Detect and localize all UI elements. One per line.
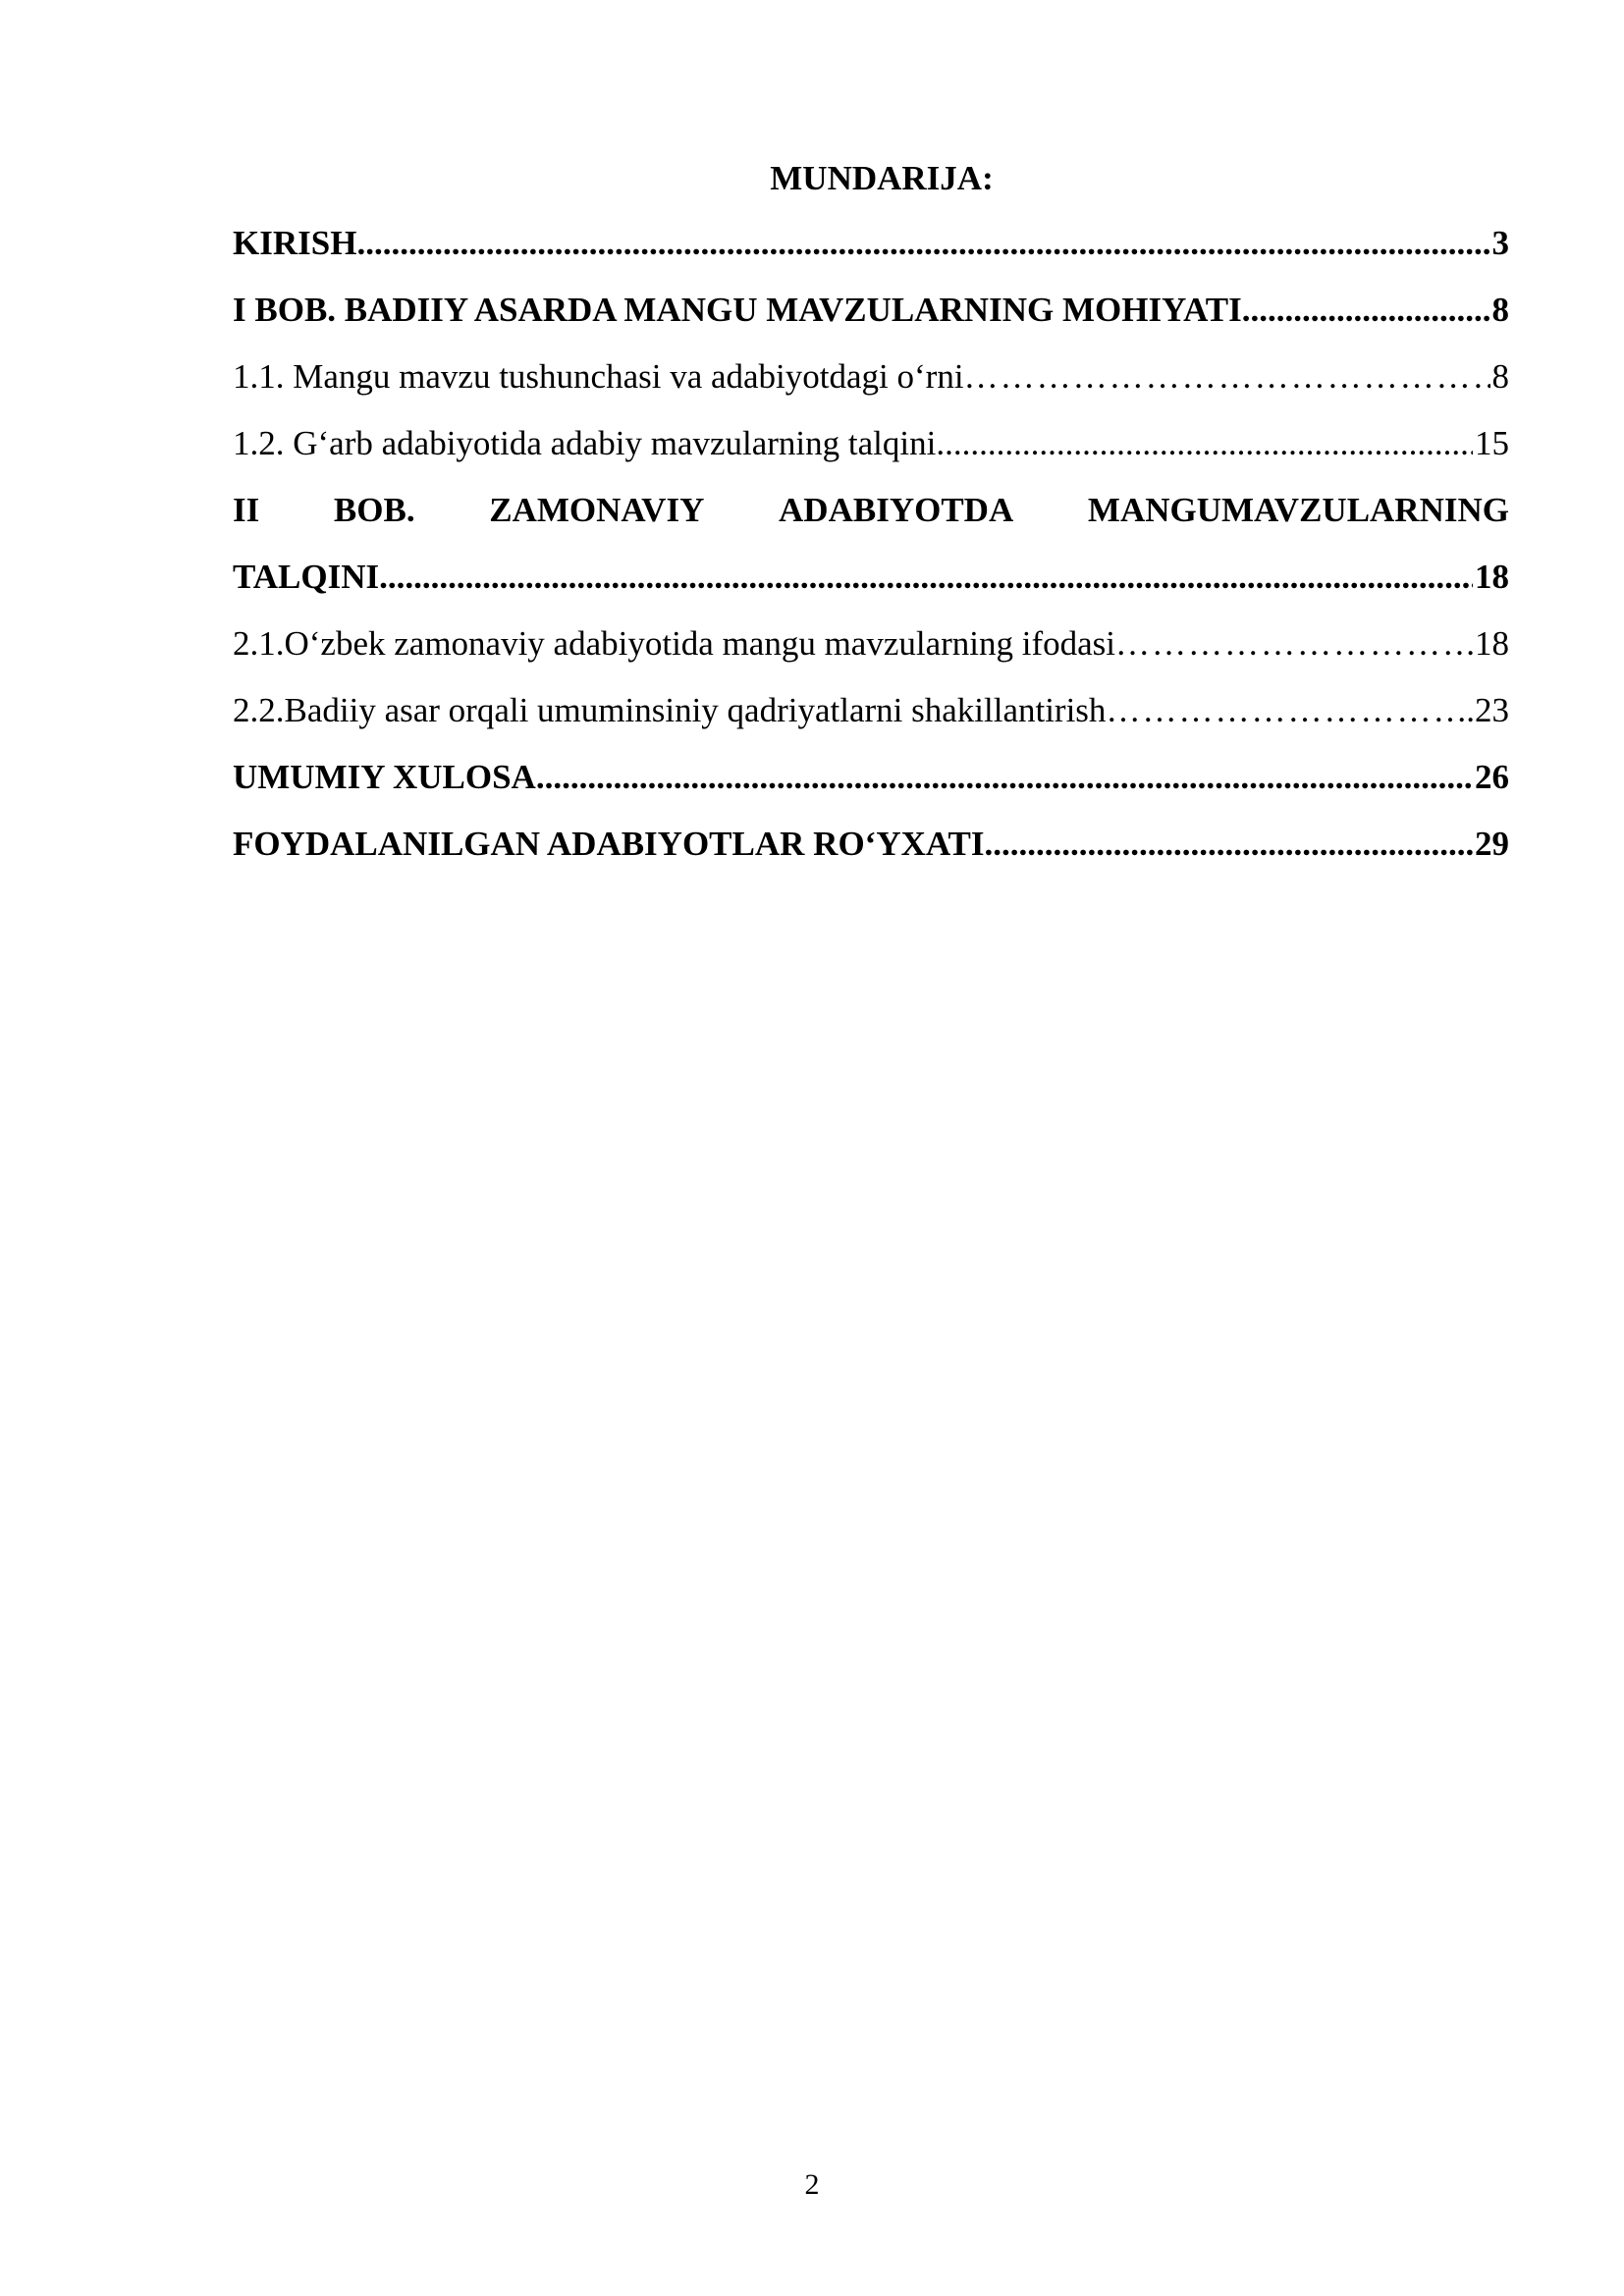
table-of-contents — [233, 147, 1509, 878]
toc-entry-label: I BOB. BADIIY ASARDA MANGU MAVZULARNING MOHIYATI — [233, 291, 1242, 329]
toc-entry-page: 8 — [1491, 357, 1509, 396]
toc-dot-leader — [536, 744, 1473, 811]
toc-dot-leader — [985, 811, 1473, 878]
toc-dot-leader — [356, 210, 1489, 277]
toc-entry-label: 1.1. Mangu mavzu tushunchasi va adabiyotdagi o‘rni — [233, 357, 964, 396]
toc-heading-word: II — [233, 491, 260, 529]
toc-dot-leader — [1106, 677, 1464, 744]
toc-dot-leader — [1242, 277, 1490, 344]
toc-entry-page: .23 — [1466, 691, 1509, 729]
toc-entry-page: 18 — [1475, 558, 1509, 596]
toc-entry-page: 29 — [1475, 825, 1509, 863]
toc-entry-label: KIRISH — [233, 224, 357, 262]
toc-entry-page: 3 — [1491, 224, 1509, 262]
toc-title: MUNDARIJA: — [770, 159, 994, 197]
toc-entry-section-1-2[interactable] — [233, 410, 1509, 477]
toc-heading-word: BOB. — [333, 491, 415, 529]
toc-entry-kirish[interactable] — [233, 210, 1509, 277]
toc-entry-chapter-2[interactable] — [233, 544, 1509, 611]
toc-entry-label: FOYDALANILGAN ADABIYOTLAR RO‘YXATI — [233, 825, 985, 863]
toc-dot-leader — [936, 410, 1473, 477]
toc-entry-page: 26 — [1475, 758, 1509, 796]
toc-entry-conclusion[interactable] — [233, 744, 1509, 811]
toc-entry-section-1-1[interactable] — [233, 344, 1509, 410]
toc-entry-page: 15 — [1475, 424, 1509, 462]
page-number: 2 — [804, 2168, 820, 2201]
toc-entry-section-2-2[interactable] — [233, 677, 1509, 744]
toc-entry-label: 2.2.Badiiy asar orqali umuminsiniy qadriyatlarni shakillantirish — [233, 691, 1107, 729]
toc-dot-leader — [1115, 611, 1464, 677]
toc-entry-label: 1.2. G‘arb adabiyotida adabiy mavzularning talqini — [233, 424, 937, 462]
toc-heading-word: MANGUMAVZULARNING — [1087, 491, 1509, 529]
toc-entry-label: TALQINI — [233, 558, 380, 596]
toc-entry-bibliography[interactable] — [233, 811, 1509, 878]
toc-entry-page: 8 — [1491, 291, 1509, 329]
toc-entry-chapter-2-heading[interactable] — [233, 477, 1509, 544]
toc-entry-chapter-1[interactable] — [233, 277, 1509, 344]
toc-heading-word: ADABIYOTDA — [779, 491, 1014, 529]
toc-entry-page: .18 — [1466, 624, 1509, 663]
toc-entry-label: UMUMIY XULOSA — [233, 758, 536, 796]
toc-dot-leader — [379, 544, 1473, 611]
toc-dot-leader — [964, 344, 1490, 410]
toc-entry-label: 2.1.O‘zbek zamonaviy adabiyotida mangu mavzularning ifodasi — [233, 624, 1116, 663]
toc-heading-word: ZAMONAVIY — [489, 491, 705, 529]
toc-entry-section-2-1[interactable] — [233, 611, 1509, 677]
